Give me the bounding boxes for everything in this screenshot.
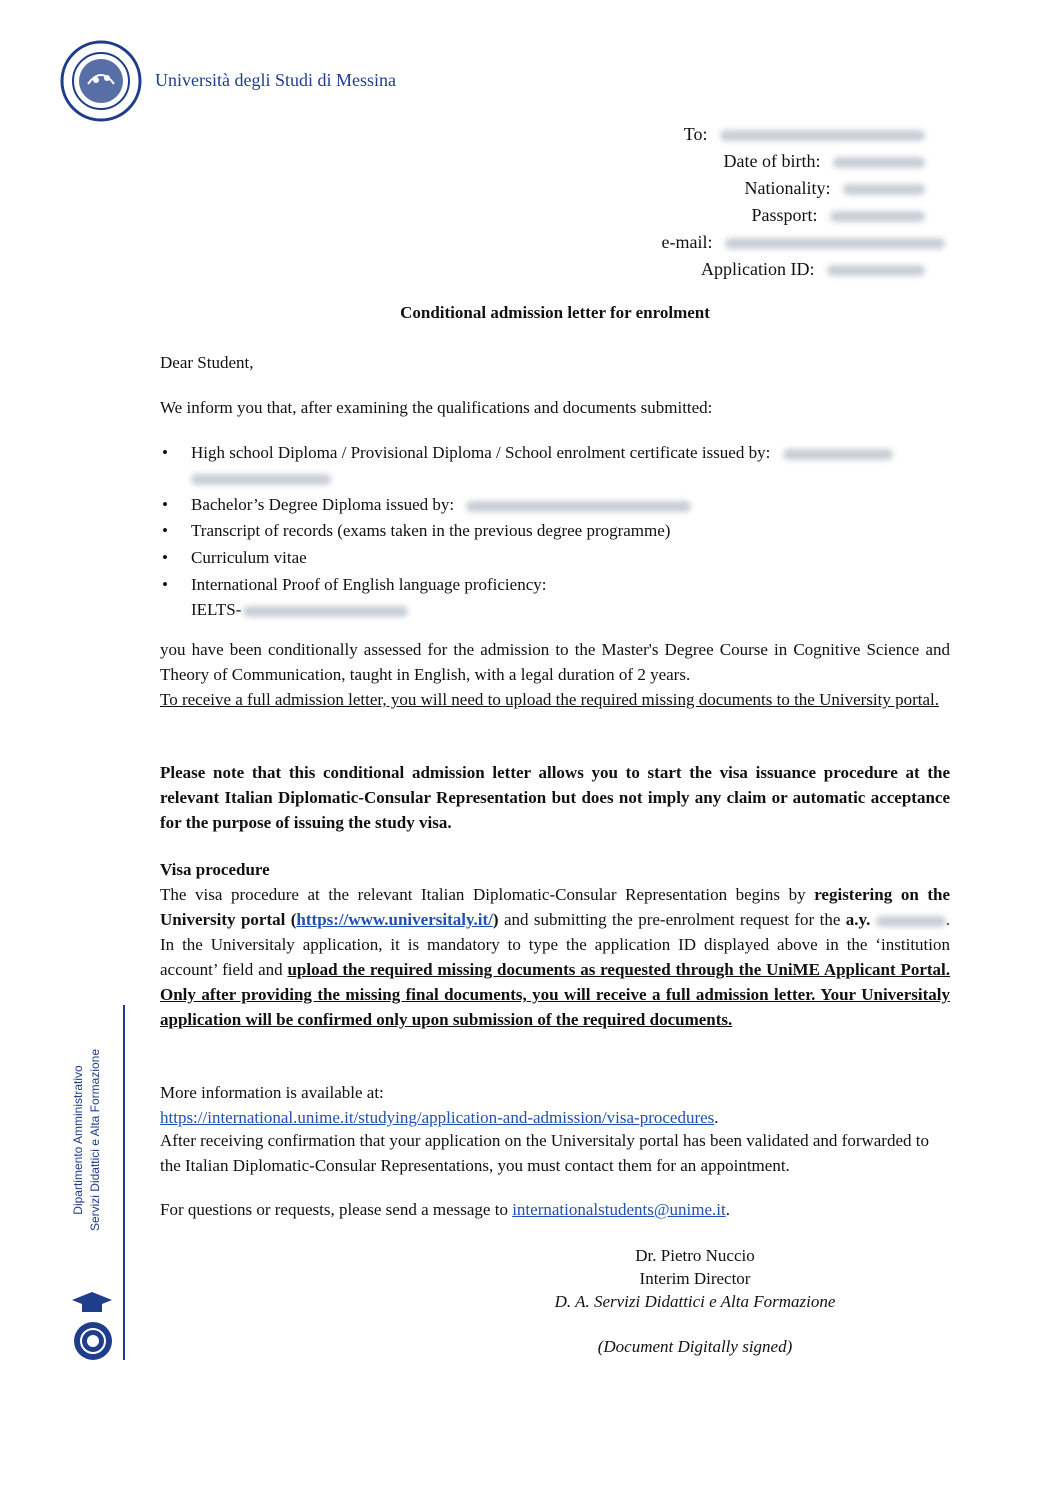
- redacted-passport: [830, 211, 925, 222]
- international-email-link[interactable]: internationalstudents@unime.it: [512, 1200, 726, 1219]
- university-seal-icon: [60, 40, 142, 122]
- letter-title: Conditional admission letter for enrolment: [400, 303, 710, 322]
- list-item: • Bachelor’s Degree Diploma issued by:: [160, 492, 950, 517]
- dob-label: Date of birth:: [723, 151, 821, 171]
- greeting: Dear Student,: [160, 353, 254, 372]
- assessment-paragraph: you have been conditionally assessed for the admission to the Master's Degree Course in Cognitive Science and Theory of Communication, taught in English, with a legal duration of 2 years.: [160, 640, 950, 684]
- more-info: More information is available at: https://international.unime.it/studying/application-and-admission/visa-procedures.: [160, 1083, 719, 1127]
- list-item: • High school Diploma / Provisional Diploma / School enrolment certificate issued by:: [160, 440, 950, 490]
- visa-note: Please note that this conditional admission letter allows you to start the visa issuance procedure at the relevant Italian Diplomatic-Consular Representation but does not imply any claim or automatic acceptance for the purpose of issuing the study visa.: [160, 763, 950, 832]
- intro-paragraph: We inform you that, after examining the qualifications and documents submitted:: [160, 398, 713, 417]
- list-item: • Curriculum vitae: [160, 545, 950, 570]
- nationality-label: Nationality:: [744, 178, 831, 198]
- submitted-documents-list: [160, 440, 950, 622]
- signature-block: [500, 1244, 890, 1358]
- email-label: e-mail:: [661, 232, 713, 252]
- visa-procedures-link[interactable]: https://international.unime.it/studying/application-and-admission/visa-procedures: [160, 1108, 715, 1127]
- ielts-label: IELTS-: [191, 600, 242, 619]
- redacted-nationality: [843, 184, 925, 195]
- upload-instructions: upload the required missing documents as requested through the UniME Applicant Portal. Only after providing the missing final documents, you will receive a full admission letter. Your Universitaly application will be confirmed only upon submission of the required documents.: [160, 960, 951, 1029]
- redacted-university: [466, 501, 691, 512]
- redacted-name: [720, 130, 925, 141]
- passport-label: Passport:: [751, 205, 818, 225]
- signatory-role: Interim Director: [639, 1269, 751, 1288]
- redacted-dob: [833, 157, 925, 168]
- university-name: Università degli Studi di Messina: [155, 70, 396, 90]
- redacted-institution-cont: [191, 474, 331, 485]
- digital-signature-note: (Document Digitally signed): [597, 1337, 793, 1356]
- signatory-name: Dr. Pietro Nuccio: [635, 1246, 755, 1265]
- redacted-application-id: [827, 265, 925, 276]
- redacted-ielts: [243, 606, 408, 617]
- department-label: Dipartimento Amministrativo Servizi Didattici e Alta Formazione: [71, 1048, 102, 1232]
- department-seal-icon: [72, 1320, 114, 1362]
- questions-paragraph: For questions or requests, please send a message to internationalstudents@unime.it.: [160, 1200, 730, 1219]
- redacted-email: [725, 238, 945, 249]
- redacted-academic-year: [876, 916, 946, 927]
- list-item: • International Proof of English language proficiency: IELTS-: [160, 572, 950, 622]
- visa-heading: Visa procedure: [160, 860, 270, 879]
- confirmation-paragraph: After receiving confirmation that your application on the Universitaly portal has been validated and forwarded to the Italian Diplomatic-Consular Representations, you must contact them for an appointment.: [160, 1131, 929, 1175]
- sidebar-divider: [123, 1005, 125, 1360]
- upload-notice: To receive a full admission letter, you will need to upload the required missing documents to the University portal.: [160, 690, 940, 709]
- list-item: • Transcript of records (exams taken in the previous degree programme): [160, 518, 950, 543]
- redacted-institution: [783, 449, 893, 460]
- application-id-label: Application ID:: [701, 259, 815, 279]
- to-label: To:: [683, 124, 708, 144]
- visa-paragraph: The visa procedure at the relevant Italian Diplomatic-Consular Representation begins by registering on the University portal (https://www.universitaly.it/) and submitting the pre-enrolment request for the a.y. . In the Universitaly application, it is mandatory to type the application ID displayed above in the ‘institution account’ field and upload the required missing documents as requested through the UniME Applicant Portal. Only after providing the missing final documents, you will receive a full admission letter. Your Universitaly application will be confirmed only upon submission of the required documents.: [160, 885, 951, 1029]
- signatory-department: D. A. Servizi Didattici e Alta Formazione: [554, 1292, 836, 1311]
- universitaly-link[interactable]: https://www.universitaly.it/: [296, 910, 493, 929]
